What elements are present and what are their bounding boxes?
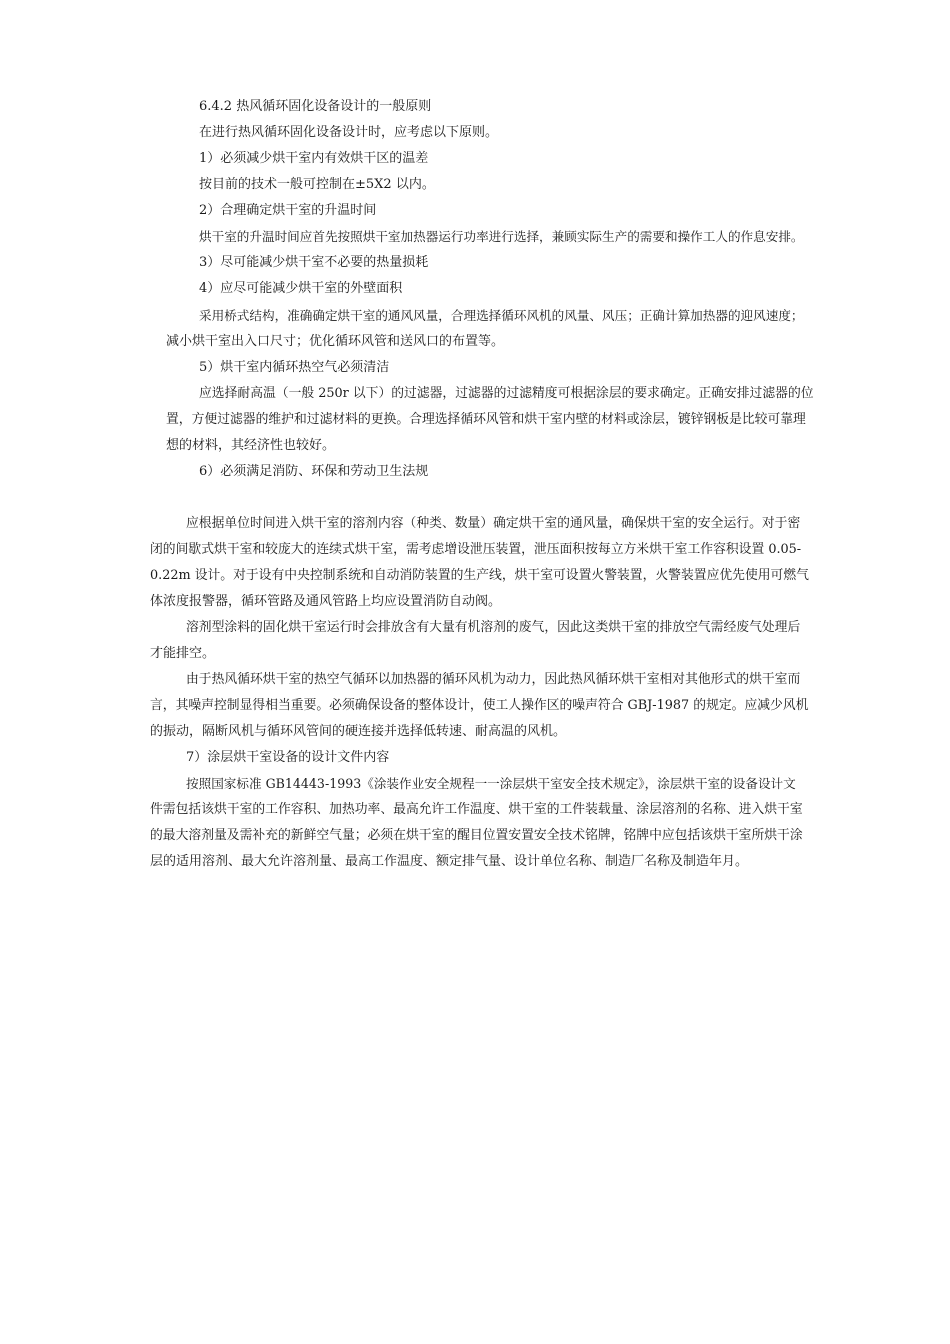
principle-3-title: 3）尽可能减少烘干室不必要的热量损耗 xyxy=(199,255,429,270)
body-paragraph-line: 言，其噪声控制显得相当重要。必须确保设备的整体设计，使工人操作区的噪声符合 GBJ-1987 的规定。应减少风机 xyxy=(150,698,809,713)
body-paragraph-line: 层的适用溶剂、最大允许溶剂量、最高工作温度、额定排气量、设计单位名称、制造厂名称及制造年月。 xyxy=(150,854,749,869)
principle-2-title: 2）合理确定烘干室的升温时间 xyxy=(199,203,377,218)
body-paragraph-line: 由于热风循环烘干室的热空气循环以加热器的循环风机为动力，因此热风循环烘干室相对其他形式的烘干室而 xyxy=(186,672,801,687)
body-paragraph-line: 的最大溶剂量及需补充的新鲜空气量；必须在烘干室的醒目位置安置安全技术铭牌，铭牌中应包括该烘干室所烘干涂 xyxy=(150,828,803,843)
body-paragraph-line: 体浓度报警器，循环管路及通风管路上均应设置消防自动阀。 xyxy=(150,594,502,609)
body-paragraph-line: 溶剂型涂料的固化烘干室运行时会排放含有大量有机溶剂的废气，因此这类烘干室的排放空气需经废气处理后 xyxy=(186,620,801,635)
section-title: 6.4.2 热风循环固化设备设计的一般原则 xyxy=(199,99,432,114)
principle-4-body-line: 减小烘干室出入口尺寸；优化循环风管和送风口的布置等。 xyxy=(166,334,505,349)
body-paragraph-line: 才能排空。 xyxy=(150,646,216,661)
principle-5-title: 5）烘干室内循环热空气必须清洁 xyxy=(199,360,390,375)
principle-5-body-line: 应选择耐高温（一般 250r 以下）的过滤器，过滤器的过滤精度可根据涂层的要求确定。正确安排过滤器的位 xyxy=(199,386,814,401)
principle-6-title: 6）必须满足消防、环保和劳动卫生法规 xyxy=(199,464,429,479)
body-paragraph-line: 件需包括该烘干室的工作容积、加热功率、最高允许工作温度、烘干室的工件装载量、涂层溶剂的名称、进入烘干室 xyxy=(150,802,803,817)
principle-4-title: 4）应尽可能减少烘干室的外壁面积 xyxy=(199,281,403,296)
principle-5-body-line: 想的材料，其经济性也较好。 xyxy=(166,438,336,453)
principle-2-body: 烘干室的升温时间应首先按照烘干室加热器运行功率进行选择，兼顾实际生产的需要和操作工人的作息安排。 xyxy=(199,229,804,244)
body-paragraph-line: 的振动，隔断风机与循环风管间的硬连接并选择低转速、耐高温的风机。 xyxy=(150,724,567,739)
principle-1-body: 按目前的技术一般可控制在±5X2 以内。 xyxy=(199,177,435,192)
body-paragraph-line: 0.22m 设计。对于设有中央控制系统和自动消防装置的生产线，烘干室可设置火警装置，火警装置应优先使用可燃气 xyxy=(150,568,809,583)
principle-1-title: 1）必须减少烘干室内有效烘干区的温差 xyxy=(199,151,429,166)
body-paragraph-line: 按照国家标准 GB14443-1993《涂装作业安全规程一一涂层烘干室安全技术规定》，涂层烘干室的设备设计文 xyxy=(186,776,796,791)
principle-7-title: 7）涂层烘干室设备的设计文件内容 xyxy=(186,750,390,765)
intro-text: 在进行热风循环固化设备设计时，应考虑以下原则。 xyxy=(199,125,499,140)
principle-4-body-line: 采用桥式结构，准确确定烘干室的通风风量，合理选择循环风机的风量、风压；正确计算加热器的迎风速度； xyxy=(199,308,804,323)
body-paragraph-line: 应根据单位时间进入烘干室的溶剂内容（种类、数量）确定烘干室的通风量，确保烘干室的安全运行。对于密 xyxy=(186,516,801,531)
principle-5-body-line: 置，方便过滤器的维护和过滤材料的更换。合理选择循环风管和烘干室内壁的材料或涂层，镀锌钢板是比较可靠理 xyxy=(166,412,806,427)
body-paragraph-line: 闭的间歇式烘干室和较庞大的连续式烘干室，需考虑增设泄压装置，泄压面积按每立方米烘干室工作容积设置 0.05- xyxy=(150,542,802,557)
